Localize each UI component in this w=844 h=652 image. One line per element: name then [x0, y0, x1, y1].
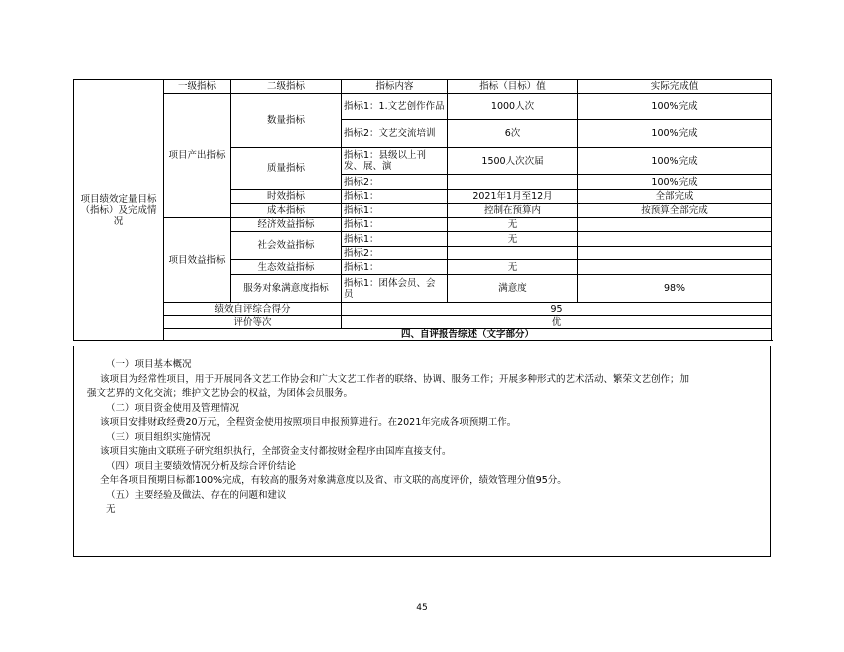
content-cell: 指标1： — [342, 260, 448, 275]
level2-ecological: 生态效益指标 — [231, 260, 342, 275]
level2-satisfaction: 服务对象满意度指标 — [231, 275, 342, 303]
performance-table — [73, 79, 772, 341]
actual-cell — [578, 247, 772, 260]
content-cell: 指标2： — [342, 175, 448, 190]
target-cell — [448, 247, 578, 260]
content-cell: 指标1：团体会员、会员 — [342, 275, 448, 303]
narrative-heading-5: （五）主要经验及做法、存在的问题和建议 — [106, 489, 287, 501]
header-level1: 一级指标 — [164, 80, 231, 94]
actual-cell: 全部完成 — [578, 190, 772, 204]
narrative-paragraph-3: 该项目实施由文联班子研究组织执行，全部资金支付都按财金程序由国库直接支付。 — [100, 446, 452, 457]
level2-economic: 经济效益指标 — [231, 218, 342, 232]
narrative-paragraph-4: 全年各项目预期目标都100%完成，有较高的服务对象满意度以及省、市文联的高度评价，绩效管理分值95分。 — [100, 475, 567, 486]
narrative-paragraph-1-line-2: 强文艺界的文化交流；维护文艺协会的权益，为团体会员服务。 — [87, 388, 354, 399]
section-title: 四、自评报告综述（文字部分） — [164, 329, 772, 341]
target-cell: 控制在预算内 — [448, 204, 578, 218]
content-cell: 指标1：1.文艺创作作品 — [342, 94, 448, 120]
target-cell: 无 — [448, 232, 578, 247]
level1-benefit: 项目效益指标 — [164, 218, 231, 303]
content-cell: 指标1：县级以上刊发、展、演 — [342, 148, 448, 175]
narrative-paragraph-5: 无 — [106, 504, 116, 515]
level2-quality: 质量指标 — [231, 148, 342, 190]
actual-cell: 100%完成 — [578, 120, 772, 148]
level1-output: 项目产出指标 — [164, 94, 231, 218]
target-cell: 2021年1月至12月 — [448, 190, 578, 204]
narrative-heading-2: （二）项目资金使用及管理情况 — [106, 402, 240, 414]
content-cell: 指标1： — [342, 218, 448, 232]
row-header-cell: 项目绩效定量目标（指标）及完成情况 — [74, 80, 164, 341]
narrative-paragraph-1 — [74, 373, 770, 402]
score-value: 95 — [342, 303, 772, 316]
actual-cell — [578, 218, 772, 232]
grade-value: 优 — [342, 316, 772, 329]
level2-timeliness: 时效指标 — [231, 190, 342, 204]
actual-cell: 100%完成 — [578, 94, 772, 120]
target-cell: 满意度 — [448, 275, 578, 303]
actual-cell — [578, 232, 772, 247]
header-target: 指标（目标）值 — [448, 80, 578, 94]
score-label: 绩效自评综合得分 — [164, 303, 342, 316]
level2-cost: 成本指标 — [231, 204, 342, 218]
actual-cell: 按预算全部完成 — [578, 204, 772, 218]
content-cell: 指标1： — [342, 190, 448, 204]
target-cell: 1500人次次届 — [448, 148, 578, 175]
narrative-heading-4: （四）项目主要绩效情况分析及综合评价结论 — [106, 460, 297, 472]
grade-label: 评价等次 — [164, 316, 342, 329]
header-level2: 二级指标 — [231, 80, 342, 94]
page-number: 45 — [416, 603, 428, 613]
content-cell: 指标1： — [342, 204, 448, 218]
target-cell: 6次 — [448, 120, 578, 148]
narrative-section — [73, 346, 771, 557]
content-cell: 指标2：文艺交流培训 — [342, 120, 448, 148]
content-cell: 指标2： — [342, 247, 448, 260]
narrative-heading-1: （一）项目基本概况 — [106, 359, 192, 370]
actual-cell — [578, 260, 772, 275]
header-content: 指标内容 — [342, 80, 448, 94]
target-cell: 1000人次 — [448, 94, 578, 120]
narrative-paragraph-1-line-1: 该项目为经常性项目，用于开展同各文艺工作协会和广大文艺工作者的联络、协调、服务工作；开展多种形式的艺术活动、繁荣文艺创作；加 — [100, 373, 690, 385]
narrative-heading-3: （三）项目组织实施情况 — [106, 431, 211, 443]
target-cell: 无 — [448, 218, 578, 232]
target-cell: 无 — [448, 260, 578, 275]
content-cell: 指标1： — [342, 232, 448, 247]
actual-cell: 100%完成 — [578, 175, 772, 190]
level2-social: 社会效益指标 — [231, 232, 342, 260]
level2-quantity: 数量指标 — [231, 94, 342, 148]
narrative-paragraph-2: 该项目安排财政经费20万元，全程资金使用按照项目申报预算进行。在2021年完成各项预期工作。 — [100, 417, 517, 428]
actual-cell: 100%完成 — [578, 148, 772, 175]
actual-cell: 98% — [578, 275, 772, 303]
target-cell — [448, 175, 578, 190]
header-actual: 实际完成值 — [578, 80, 772, 94]
